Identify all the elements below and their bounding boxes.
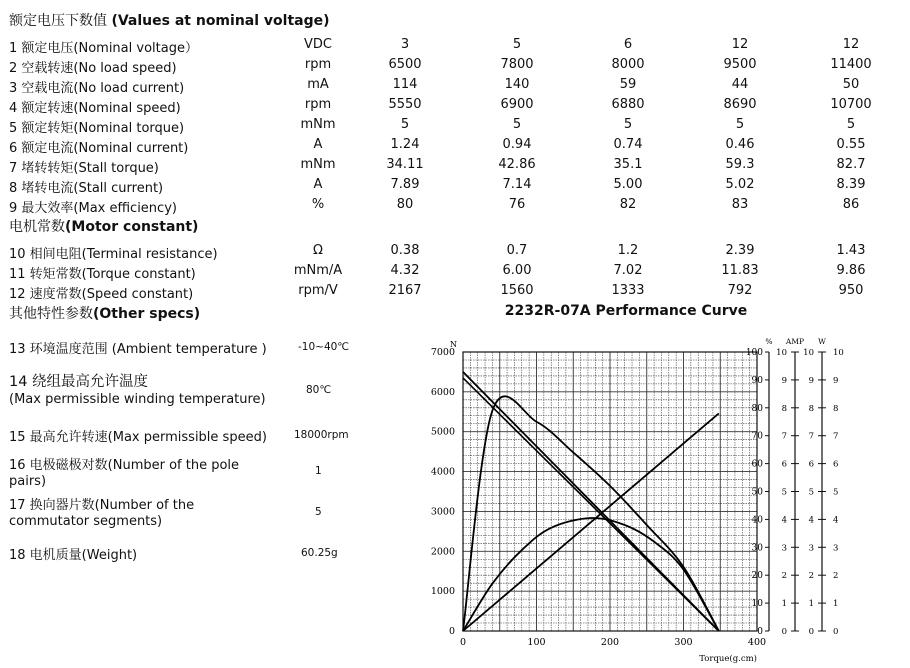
right-axis-tick-label: 5: [808, 487, 814, 498]
row-unit: %: [311, 197, 325, 212]
x-tick-label: 0: [459, 637, 467, 648]
right-axis-tick-label: 40: [751, 515, 763, 526]
right-axis-tick-label: 0: [833, 627, 839, 637]
right-axis-label: %: [765, 337, 773, 346]
right-axis-tick-label: 0: [808, 627, 814, 637]
row-value: 82.7: [836, 157, 866, 172]
row-value: 12: [731, 37, 749, 52]
y-tick-label: 4000: [430, 466, 455, 478]
row-unit: mNm: [300, 117, 336, 132]
row-value: 0.74: [613, 137, 643, 152]
row-unit: A: [313, 137, 323, 152]
row-value: 1.43: [836, 243, 866, 258]
row-label: 2 空载转速(No load speed): [9, 61, 177, 76]
right-axis-tick-label: 30: [751, 543, 763, 554]
row-value: 11.83: [721, 263, 759, 278]
row-unit: Ω: [313, 243, 323, 258]
y-tick-label: 3000: [430, 506, 455, 518]
row-value: 792: [727, 283, 753, 298]
row-value: 9500: [723, 57, 757, 72]
y-tick-label: 0: [448, 626, 455, 637]
x-tick-label: 200: [600, 637, 620, 648]
right-axis-tick-label: 9: [781, 375, 787, 386]
row-label: 7 堵转转矩(Stall torque): [9, 161, 159, 176]
section-title-en: (Values at nominal voltage): [111, 13, 330, 29]
row-unit: mNm: [300, 157, 336, 172]
right-axis-tick-label: 5: [833, 487, 839, 498]
right-axis-tick-label: 1: [781, 599, 787, 610]
right-axis-tick-label: 80: [751, 403, 763, 414]
row-unit: rpm: [304, 57, 332, 72]
section-title-en: (Other specs): [93, 306, 201, 322]
spec-value-ambient-temperature: -10~40℃: [298, 341, 350, 353]
row-value: 5: [735, 117, 745, 132]
row-value: 0.46: [725, 137, 755, 152]
row-label: 5 额定转矩(Nominal torque): [9, 121, 185, 136]
row-label: 8 堵转电流(Stall current): [9, 181, 164, 196]
row-value: 6500: [388, 57, 422, 72]
right-axis-tick-label: 70: [751, 431, 763, 442]
row-value: 8.39: [836, 177, 866, 192]
row-value: 6900: [500, 97, 534, 112]
spec-value-winding-temperature: 80℃: [306, 384, 332, 396]
right-axis-tick-label: 3: [781, 543, 787, 554]
row-value: 7800: [500, 57, 534, 72]
row-value: 3: [400, 37, 410, 52]
row-unit: rpm: [304, 97, 332, 112]
spec-label-max-speed: 15 最高允许转速(Max permissible speed): [9, 430, 267, 445]
row-value: 140: [504, 77, 530, 92]
right-axis-tick-label: 1: [833, 599, 839, 610]
row-value: 5: [512, 37, 522, 52]
row-value: 12: [842, 37, 860, 52]
row-value: 5550: [388, 97, 422, 112]
right-axis-tick-label: 50: [751, 487, 763, 498]
y-tick-label: 1000: [430, 586, 455, 598]
y-axis-label: N: [450, 340, 457, 349]
right-axis-tick-label: 7: [781, 431, 787, 442]
spec-label-winding-temperature-cn: 14 绕组最高允许温度: [9, 374, 149, 390]
spec-value-max-speed: 18000rpm: [294, 429, 349, 441]
right-axis-tick-label: 10: [751, 599, 763, 610]
spec-value-pole-pairs: 1: [315, 465, 322, 477]
row-value: 2167: [388, 283, 422, 298]
row-value: 0.94: [502, 137, 532, 152]
row-value: 7.02: [613, 263, 643, 278]
right-axis-tick-label: 1: [808, 599, 814, 610]
row-value: 1.2: [617, 243, 639, 258]
row-value: 80: [396, 197, 414, 212]
row-label: 9 最大效率(Max efficiency): [9, 201, 177, 216]
row-label: 10 相间电阻(Terminal resistance): [9, 247, 218, 262]
row-label: 12 速度常数(Speed constant): [9, 287, 194, 302]
row-label: 3 空载电流(No load current): [9, 81, 185, 96]
row-value: 1.24: [390, 137, 420, 152]
row-value: 8690: [723, 97, 757, 112]
section-title-cn: 额定电压下数值: [9, 13, 112, 29]
row-value: 0.7: [506, 243, 528, 258]
row-label: 4 额定转速(Nominal speed): [9, 101, 181, 116]
y-tick-label: 5000: [430, 426, 455, 438]
row-value: 50: [842, 77, 860, 92]
right-axis-tick-label: 7: [833, 431, 839, 442]
row-value: 7.89: [390, 177, 420, 192]
right-axis-tick-label: 2: [833, 571, 839, 582]
right-axis-tick-label: 7: [808, 431, 814, 442]
row-value: 6880: [611, 97, 645, 112]
row-value: 4.32: [390, 263, 420, 278]
x-tick-label: 300: [674, 637, 693, 648]
row-label: 6 额定电流(Nominal current): [9, 141, 189, 156]
x-axis-label: Torque(g.cm): [699, 654, 757, 664]
right-axis-tick-label: 90: [751, 375, 763, 386]
row-value: 59: [619, 77, 637, 92]
row-unit: mA: [307, 77, 329, 92]
row-value: 0.55: [836, 137, 866, 152]
right-axis-label: AMP: [785, 337, 805, 346]
row-value: 34.11: [386, 157, 424, 172]
right-axis-tick-label: 6: [781, 459, 787, 470]
section-title-cn: 电机常数: [9, 219, 65, 235]
right-axis-tick-label: 9: [808, 375, 814, 386]
right-axis-tick-label: 8: [833, 403, 839, 414]
row-value: 35.1: [613, 157, 643, 172]
series-line: [463, 518, 719, 631]
row-value: 6.00: [502, 263, 532, 278]
right-axis-tick-label: 10: [776, 348, 787, 358]
row-value: 86: [842, 197, 860, 212]
row-value: 2.39: [725, 243, 755, 258]
x-tick-label: 400: [747, 637, 767, 648]
spec-label-pole-pairs-2: pairs): [9, 474, 47, 489]
right-axis-tick-label: 60: [751, 459, 763, 470]
row-value: 1560: [500, 283, 534, 298]
row-value: 114: [392, 77, 418, 92]
row-unit: A: [313, 177, 323, 192]
row-unit: mNm/A: [293, 263, 343, 278]
row-value: 5: [846, 117, 856, 132]
right-axis-tick-label: 10: [803, 348, 814, 358]
spec-label-weight: 18 电机质量(Weight): [9, 548, 138, 563]
right-axis-tick-label: 4: [833, 515, 839, 526]
row-value: 42.86: [498, 157, 536, 172]
spec-label-commutator-1: 17 换向器片数(Number of the: [9, 498, 195, 513]
spec-label-ambient-temperature: 13 环境温度范围 (Ambient temperature ): [9, 342, 267, 357]
right-axis-tick-label: 0: [757, 627, 763, 637]
row-value: 5.00: [613, 177, 643, 192]
row-value: 6: [623, 37, 633, 52]
series-line: [463, 413, 719, 631]
row-unit: VDC: [304, 37, 332, 52]
right-axis-tick-label: 8: [781, 403, 787, 414]
row-value: 7.14: [502, 177, 532, 192]
chart-title: 2232R-07A Performance Curve: [504, 303, 748, 319]
right-axis-label: W: [818, 337, 826, 346]
row-value: 11400: [830, 57, 872, 72]
row-value: 76: [508, 197, 526, 212]
row-value: 950: [838, 283, 864, 298]
right-axis-tick-label: 3: [833, 543, 839, 554]
section-title-en: (Motor constant): [65, 219, 199, 235]
x-tick-label: 100: [527, 637, 546, 648]
right-axis-tick-label: 0: [781, 627, 787, 637]
right-axis-tick-label: 5: [781, 487, 787, 498]
row-value: 1333: [611, 283, 645, 298]
right-axis-tick-label: 10: [833, 348, 844, 358]
y-tick-label: 7000: [430, 347, 455, 358]
spec-value-commutator: 5: [315, 506, 322, 518]
right-axis-tick-label: 2: [808, 571, 814, 582]
right-axis-tick-label: 3: [808, 543, 814, 554]
row-value: 10700: [830, 97, 872, 112]
right-axis-tick-label: 6: [833, 459, 839, 470]
row-value: 59.3: [725, 157, 755, 172]
row-label: 1 额定电压(Nominal voltage）: [9, 41, 198, 56]
row-value: 5: [400, 117, 410, 132]
y-tick-label: 2000: [430, 546, 455, 558]
spec-value-weight: 60.25g: [301, 547, 338, 559]
row-label: 11 转矩常数(Torque constant): [9, 267, 196, 282]
right-axis-tick-label: 2: [781, 571, 787, 582]
row-value: 5.02: [725, 177, 755, 192]
spec-label-winding-temperature-en: (Max permissible winding temperature): [9, 392, 266, 407]
row-value: 5: [512, 117, 522, 132]
row-value: 9.86: [836, 263, 866, 278]
row-unit: rpm/V: [298, 283, 338, 298]
right-axis-tick-label: 20: [751, 571, 763, 582]
spec-label-commutator-2: commutator segments): [9, 514, 163, 529]
right-axis-tick-label: 9: [833, 375, 839, 386]
right-axis-tick-label: 100: [745, 348, 763, 358]
spec-label-pole-pairs-1: 16 电极磁极对数(Number of the pole: [9, 458, 240, 473]
y-tick-label: 6000: [430, 386, 455, 398]
section-title-cn: 其他特性参数: [9, 306, 93, 322]
right-axis-tick-label: 4: [781, 515, 787, 526]
right-axis-tick-label: 8: [808, 403, 814, 414]
row-value: 5: [623, 117, 633, 132]
row-value: 83: [731, 197, 749, 212]
row-value: 44: [731, 77, 749, 92]
row-value: 82: [619, 197, 637, 212]
right-axis-tick-label: 6: [808, 459, 814, 470]
row-value: 8000: [611, 57, 645, 72]
row-value: 0.38: [390, 243, 420, 258]
right-axis-tick-label: 4: [808, 515, 814, 526]
